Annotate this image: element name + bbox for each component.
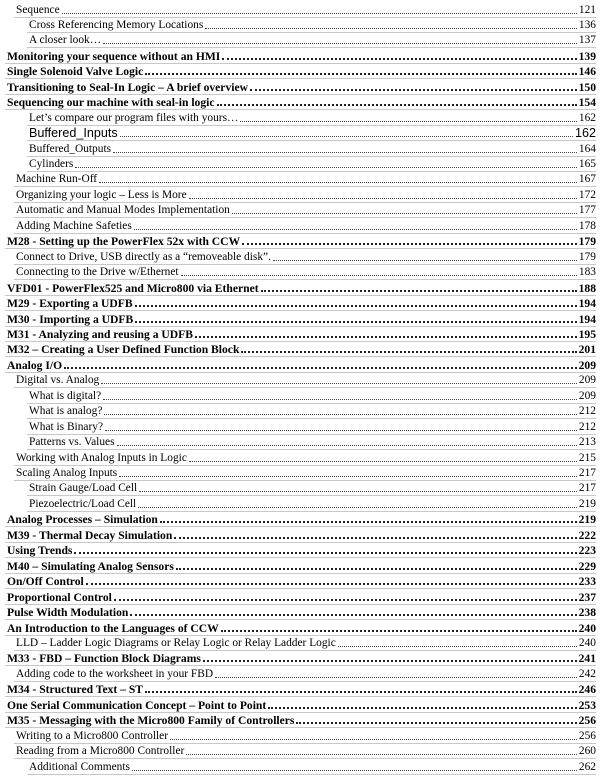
toc-entry[interactable]: [7, 526, 596, 542]
toc-entry-title: Buffered_Inputs: [29, 126, 118, 141]
toc-entry[interactable]: [7, 619, 596, 635]
toc-page-number: 213: [578, 436, 596, 449]
toc-dot-leader: [240, 121, 576, 122]
toc-page-number: 215: [578, 451, 596, 464]
toc-dot-leader: [145, 73, 576, 75]
toc-entry[interactable]: [16, 372, 596, 388]
toc-dot-leader: [135, 321, 576, 323]
toc-page-number: 256: [578, 714, 596, 728]
toc-entry-title: Additional Comments: [29, 760, 130, 773]
toc-entry-title: M34 - Structured Text – ST: [7, 683, 144, 697]
toc-entry[interactable]: [29, 418, 596, 434]
toc-entry-title: Machine Run-Off: [16, 173, 98, 186]
toc-dot-leader: [105, 430, 577, 431]
toc-entry-title: Scaling Analog Inputs: [16, 467, 118, 479]
toc-dot-leader: [139, 491, 577, 492]
toc-entry[interactable]: [16, 217, 596, 233]
toc-entry[interactable]: [7, 310, 596, 326]
toc-entry[interactable]: [7, 573, 596, 589]
toc-entry[interactable]: [29, 758, 596, 774]
toc-dot-leader: [273, 260, 577, 261]
toc-entry-title: Piezoelectric/Load Cell: [29, 497, 137, 510]
toc-dot-leader: [120, 136, 573, 137]
toc-page-number: 240: [578, 636, 596, 649]
toc-entry[interactable]: [29, 140, 596, 156]
toc-entry[interactable]: [7, 233, 596, 249]
toc-page-number: 242: [578, 667, 596, 680]
toc-dot-leader: [296, 722, 576, 724]
toc-dot-leader: [268, 707, 576, 709]
toc-entry[interactable]: [16, 264, 596, 280]
toc-dot-leader: [86, 583, 577, 585]
toc-dot-leader: [338, 646, 577, 647]
toc-dot-leader: [195, 336, 577, 338]
toc-entry-title: LLD – Ladder Logic Diagrams or Relay Logic or Relay Ladder Logic: [16, 636, 336, 649]
toc-dot-leader: [176, 568, 577, 570]
toc-page-number: 146: [578, 65, 596, 79]
toc-dot-leader: [221, 630, 577, 632]
toc-entry-title: Analog I/O: [7, 358, 63, 372]
toc-entry[interactable]: [16, 171, 596, 187]
toc-entry[interactable]: [7, 588, 596, 604]
toc-entry-title: M32 – Creating a User Defined Function Block: [7, 343, 240, 357]
toc-entry[interactable]: [7, 650, 596, 666]
toc-entry[interactable]: [7, 63, 596, 79]
toc-entry-title: Using Trends: [7, 544, 73, 558]
toc-entry-title: Adding Machine Safeties: [16, 219, 132, 232]
toc-page-number: 178: [578, 219, 596, 232]
toc-page-number: 201: [578, 343, 596, 357]
toc-entry[interactable]: [29, 16, 596, 32]
toc-dot-leader: [189, 198, 577, 199]
toc-entry-title: Analog Processes – Simulation: [7, 513, 158, 527]
toc-dot-leader: [215, 677, 577, 678]
toc-page-number: 256: [578, 729, 596, 742]
toc-page-number: 137: [578, 34, 596, 47]
toc-page-number: 139: [578, 49, 596, 63]
toc-page-number: 188: [578, 281, 596, 295]
toc-page-number: 240: [578, 621, 596, 635]
toc-entry-title: What is Binary?: [29, 420, 104, 433]
toc-entry-title: Connect to Drive, USB directly as a “removeable disk”.: [16, 250, 271, 263]
toc-page-number: 162: [578, 111, 596, 124]
toc-entry-title: M35 - Messaging with the Micro800 Family of Controllers: [7, 714, 295, 728]
toc-entry-title: Let’s compare our program files with yours…: [29, 111, 239, 124]
toc-page-number: 179: [578, 250, 596, 263]
toc-entry[interactable]: [7, 511, 596, 527]
toc-entry[interactable]: [7, 356, 596, 372]
toc-page-number: 172: [578, 188, 596, 201]
toc-entry[interactable]: [7, 94, 596, 110]
toc-dot-leader: [99, 182, 577, 183]
toc-page-number: 219: [578, 513, 596, 527]
toc-dot-leader: [181, 275, 577, 276]
toc-entry-title: On/Off Control: [7, 575, 84, 589]
toc-page-number: 209: [578, 389, 596, 402]
toc-entry[interactable]: [7, 279, 596, 295]
row-underline: [27, 774, 596, 775]
toc-page-number: 246: [578, 683, 596, 697]
toc-dot-leader: [138, 507, 577, 508]
toc-dot-leader: [62, 13, 577, 14]
toc-entry-title: Single Solenoid Valve Logic: [7, 65, 144, 79]
toc-dot-leader: [114, 599, 577, 601]
toc-entry-title: Proportional Control: [7, 590, 112, 604]
toc-dot-leader: [103, 399, 577, 400]
toc-page-number: 222: [578, 528, 596, 542]
toc-dot-leader: [132, 770, 577, 771]
toc-entry[interactable]: [16, 743, 596, 759]
toc-entry-title: Buffered_Outputs: [29, 142, 112, 155]
toc-dot-leader: [119, 476, 577, 477]
toc-entry-title: Adding code to the worksheet in your FBD: [16, 667, 214, 680]
toc-entry[interactable]: [29, 480, 596, 496]
toc-page-number: 183: [578, 266, 596, 279]
toc-page-number: 195: [578, 327, 596, 341]
toc-dot-leader: [117, 445, 577, 446]
toc-entry[interactable]: [7, 542, 596, 558]
toc-entry-title: M30 - Importing a UDFB: [7, 312, 134, 326]
toc-dot-leader: [160, 521, 577, 523]
toc-entry-title: Cylinders: [29, 158, 74, 170]
toc-dot-leader: [205, 28, 577, 29]
toc-page-number: 179: [578, 235, 596, 249]
toc-entry[interactable]: [29, 109, 596, 125]
toc-dot-leader: [134, 229, 577, 230]
toc-entry-title: VFD01 - PowerFlex525 and Micro800 via Ethernet: [7, 281, 259, 295]
toc-entry-title: A closer look…: [29, 34, 102, 47]
toc-entry-title: Strain Gauge/Load Cell: [29, 482, 138, 495]
toc-dot-leader: [241, 351, 576, 353]
toc-dot-leader: [232, 213, 577, 214]
toc-page-number: 194: [578, 297, 596, 311]
toc-page-number: 223: [578, 544, 596, 558]
toc-dot-leader: [130, 614, 576, 616]
toc-page-number: 209: [578, 358, 596, 372]
toc-dot-leader: [242, 243, 576, 245]
toc-entry-title: Working with Analog Inputs in Logic: [16, 451, 187, 464]
toc-page-number: 154: [578, 96, 596, 110]
toc-dot-leader: [250, 89, 577, 91]
toc-entry-title: What is analog?: [29, 405, 103, 418]
toc-entry-title: An Introduction to the Languages of CCW: [7, 621, 219, 635]
toc-row: [0, 758, 601, 776]
toc-entry[interactable]: [7, 295, 596, 311]
toc-dot-leader: [64, 367, 577, 369]
toc-entry-title: Reading from a Micro800 Controller: [16, 745, 185, 758]
toc-entry[interactable]: [29, 403, 596, 419]
toc-entry[interactable]: [29, 32, 596, 48]
toc-dot-leader: [74, 552, 576, 554]
toc-dot-leader: [203, 660, 577, 662]
toc-dot-leader: [261, 290, 577, 292]
toc-page-number: 262: [578, 760, 596, 773]
toc-entry-title: Automatic and Manual Modes Implementation: [16, 204, 230, 217]
toc-entry[interactable]: [29, 495, 596, 511]
toc-entry[interactable]: [7, 557, 596, 573]
toc-dot-leader: [113, 152, 577, 153]
toc-dot-leader: [174, 537, 576, 539]
toc-dot-leader: [217, 104, 577, 106]
toc-page-number: 165: [578, 158, 596, 170]
toc-entry-title: What is digital?: [29, 389, 102, 402]
toc-entry[interactable]: [16, 727, 596, 743]
toc-dot-leader: [135, 305, 577, 307]
toc-entry-title: M31 - Analyzing and reusing a UDFB: [7, 327, 193, 341]
toc-entry[interactable]: [16, 634, 596, 650]
toc-page-number: 136: [578, 18, 596, 31]
toc-entry[interactable]: [16, 1, 596, 17]
toc-entry-title: M28 - Setting up the PowerFlex 52x with CCW: [7, 235, 241, 249]
toc-page-number: 212: [578, 405, 596, 418]
toc-page-number: 238: [578, 606, 596, 620]
toc-entry[interactable]: [29, 434, 596, 450]
toc-entry-title: Monitoring your sequence without an HMI: [7, 49, 221, 63]
toc-dot-leader: [145, 691, 577, 693]
toc-page-number: 177: [578, 204, 596, 217]
toc-entry-title: Organizing your logic – Less is More: [16, 188, 187, 201]
toc-entry-title: One Serial Communication Concept – Point to Point: [7, 698, 267, 712]
toc-entry-title: Patterns vs. Values: [29, 436, 115, 449]
toc-page-number: 150: [578, 80, 596, 94]
toc-page-number: 167: [578, 173, 596, 186]
toc-entry[interactable]: [7, 681, 596, 697]
toc-entry[interactable]: [7, 604, 596, 620]
toc-page-number: 217: [578, 482, 596, 495]
toc-entry-title: Cross Referencing Memory Locations: [29, 18, 204, 31]
toc-entry-title: M40 – Simulating Analog Sensors: [7, 559, 174, 573]
toc-entry-title: M33 - FBD – Function Block Diagrams: [7, 652, 201, 666]
toc-entry-title: Transitioning to Seal-In Logic – A brief overview: [7, 80, 248, 94]
toc-page-number: 229: [578, 559, 596, 573]
toc-page-number: 209: [578, 374, 596, 387]
toc-entry-title: Sequence: [16, 3, 60, 16]
toc-entry[interactable]: [29, 156, 596, 172]
toc-page-number: 253: [578, 698, 596, 712]
toc-page-number: 162: [574, 126, 596, 141]
toc-page-number: 260: [578, 745, 596, 758]
toc-dot-leader: [222, 58, 576, 60]
toc-page-number: 212: [578, 420, 596, 433]
toc-entry-title: Pulse Width Modulation: [7, 606, 129, 620]
toc-page-number: 241: [578, 652, 596, 666]
toc-dot-leader: [186, 754, 577, 755]
toc-entry-title: Connecting to the Drive w/Ethernet: [16, 266, 179, 279]
toc-dot-leader: [101, 383, 577, 384]
toc-page-number: 219: [578, 497, 596, 510]
toc-page-number: 164: [578, 142, 596, 155]
toc-entry-title: Digital vs. Analog: [16, 374, 100, 387]
toc-dot-leader: [189, 461, 577, 462]
toc-entry[interactable]: [29, 387, 596, 403]
toc-entry[interactable]: [16, 665, 596, 681]
toc-dot-leader: [75, 167, 577, 168]
toc-entry-title: M39 - Thermal Decay Simulation: [7, 528, 173, 542]
toc-entry[interactable]: [7, 78, 596, 94]
toc-entry[interactable]: [16, 248, 596, 264]
toc-entry-title: Sequencing our machine with seal-in logic: [7, 96, 215, 110]
toc-dot-leader: [104, 414, 577, 415]
toc-page-number: 217: [578, 467, 596, 479]
toc-page-number: 237: [578, 590, 596, 604]
toc-entry[interactable]: [29, 125, 596, 141]
toc-entry-title: Writing to a Micro800 Controller: [16, 729, 169, 742]
toc-entry[interactable]: [7, 47, 596, 63]
toc-entry[interactable]: [16, 186, 596, 202]
toc-dot-leader: [103, 43, 577, 44]
toc-entry[interactable]: [7, 341, 596, 357]
toc-entry[interactable]: [7, 696, 596, 712]
toc-entry[interactable]: [7, 325, 596, 341]
toc-dot-leader: [170, 739, 577, 740]
toc-entry-title: M29 - Exporting a UDFB: [7, 297, 133, 311]
toc-page-number: 233: [578, 575, 596, 589]
toc-page-number: 121: [578, 3, 596, 16]
toc-entry[interactable]: [7, 712, 596, 728]
toc-page-number: 194: [578, 312, 596, 326]
toc-entry[interactable]: [16, 465, 596, 481]
toc-entry[interactable]: [16, 202, 596, 218]
toc-entry[interactable]: [16, 449, 596, 465]
